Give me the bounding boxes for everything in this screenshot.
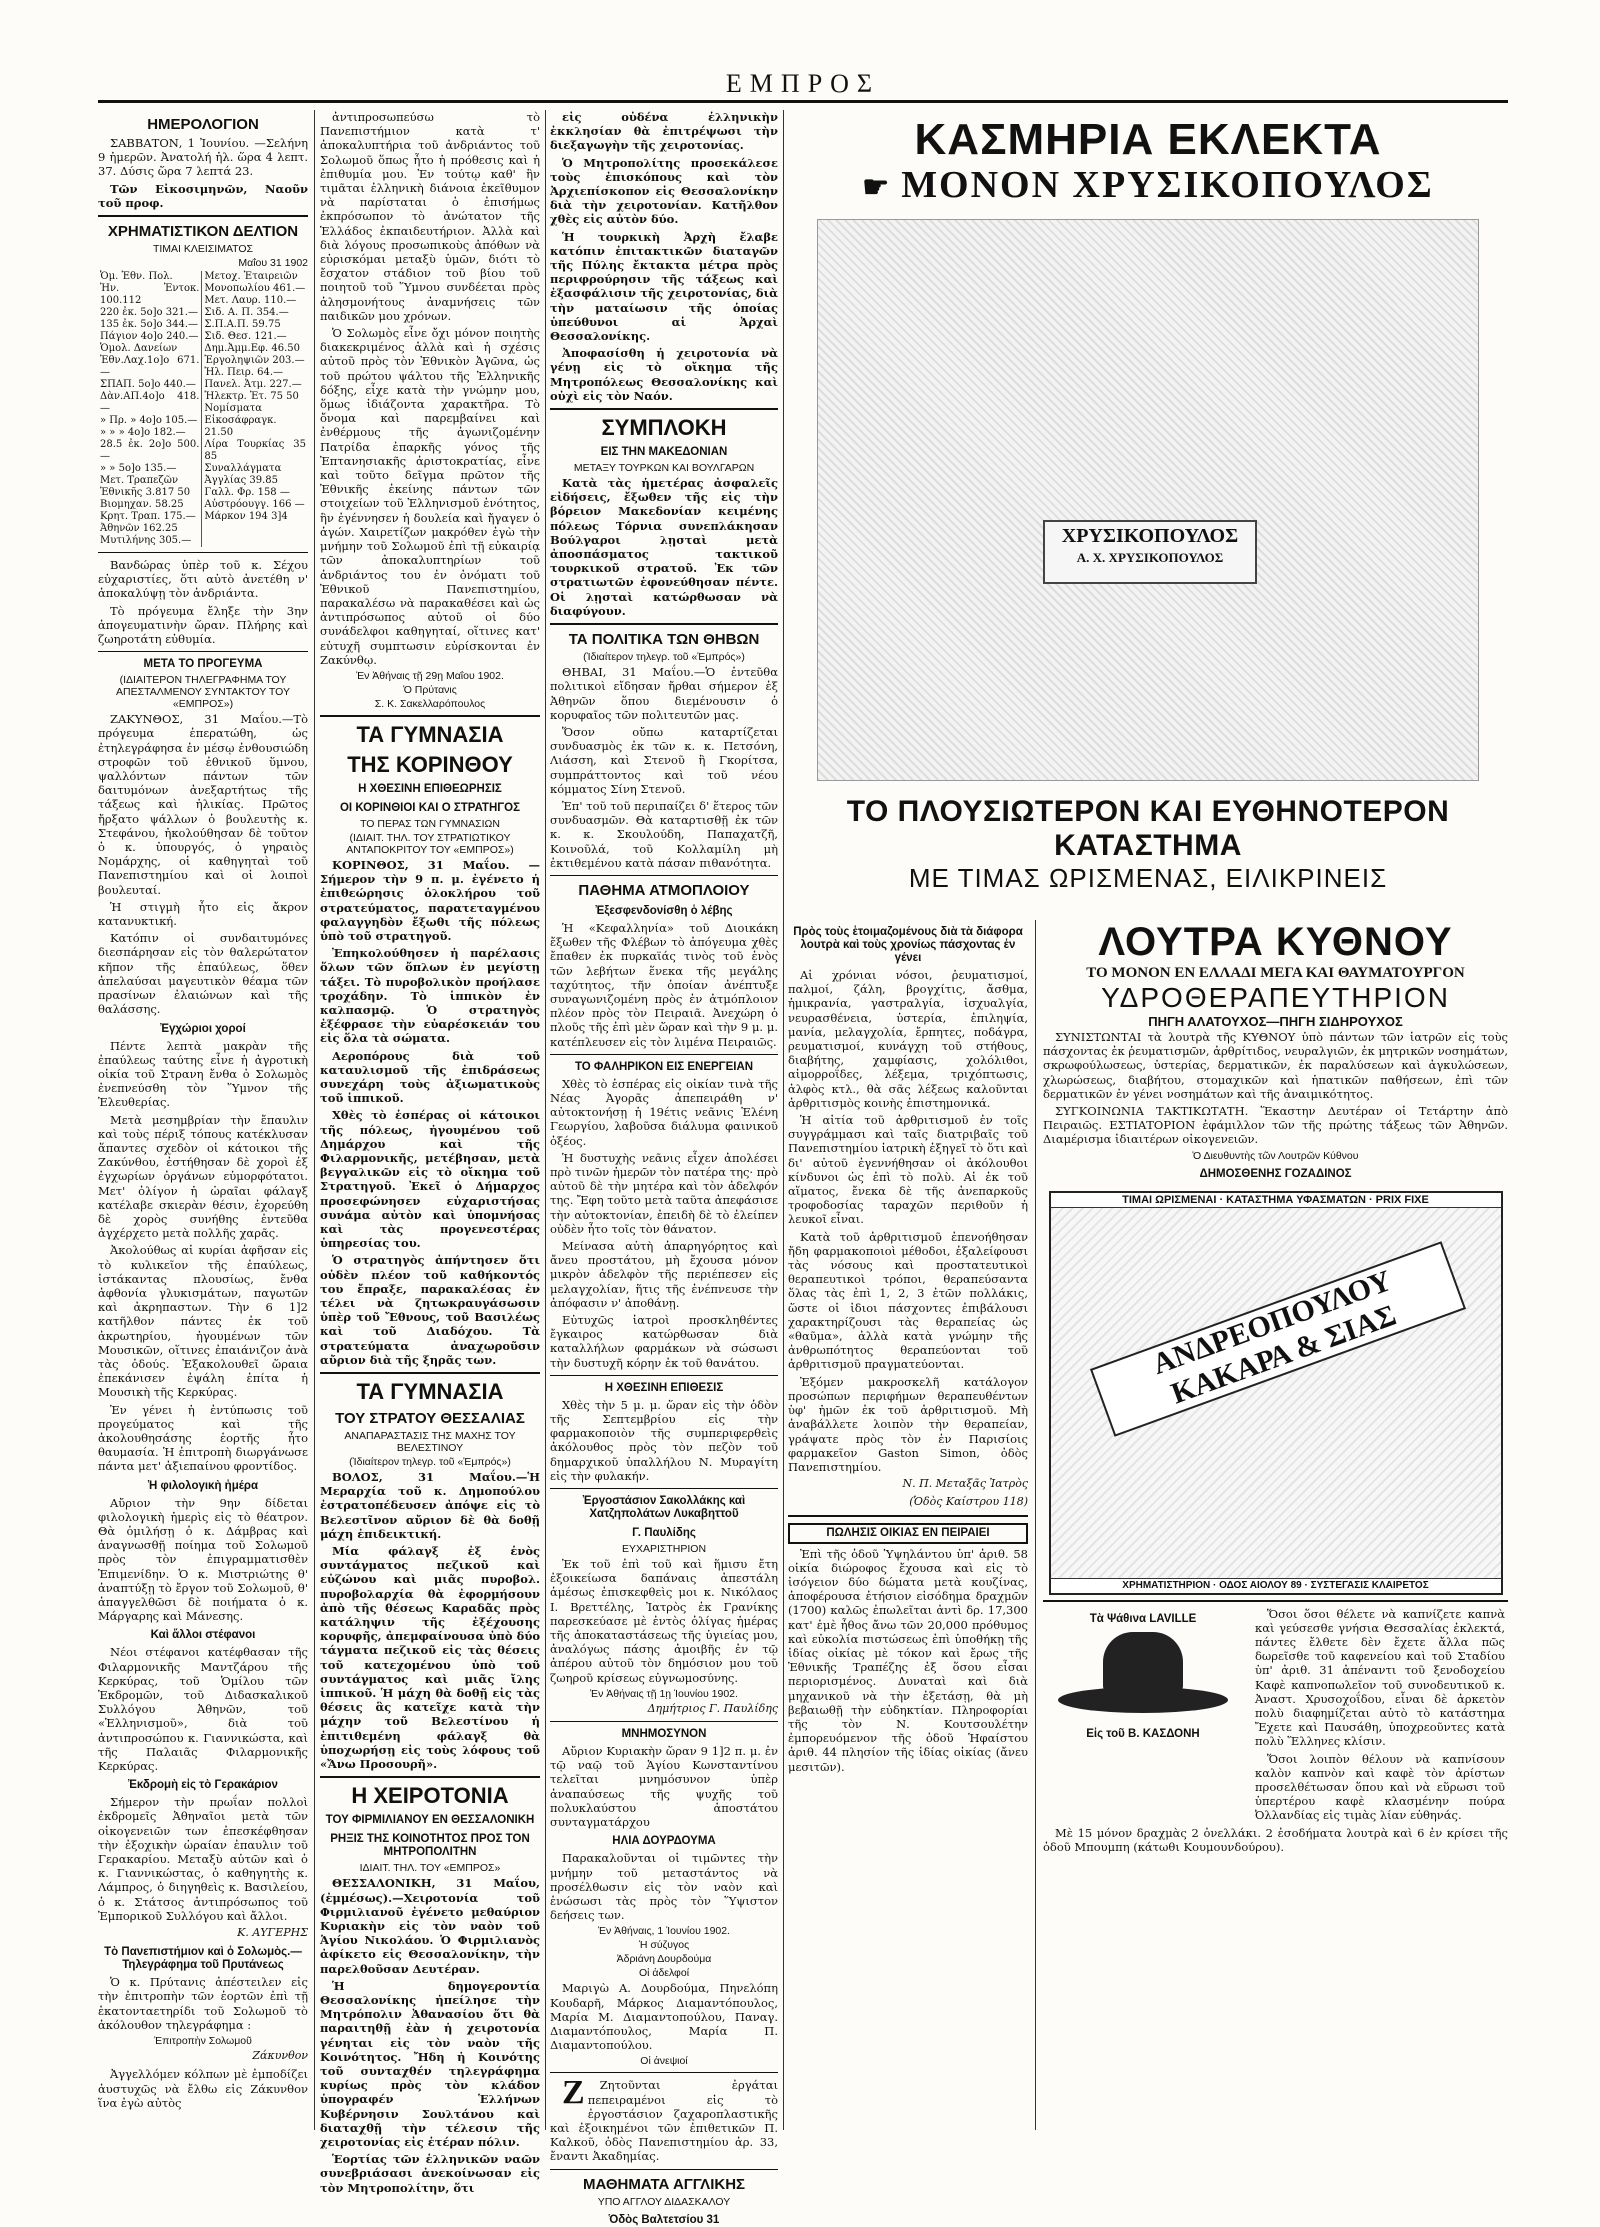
hat-advert xyxy=(1043,1607,1243,1826)
cure-title: Πρὸς τοὺς ἑτοιμαζομένους διὰ τὰ διάφορα λουτρὰ καὶ τοὺς χρονίως πάσχοντας ἐν γένει xyxy=(793,926,1023,964)
price-row: Ἐθνικῆς 3.817 50 xyxy=(100,487,191,499)
price-row: Κρητ. Τραπ. 175.— xyxy=(100,511,196,523)
steamship-paragraph: Ἡ «Κεφαλληνία» τοῦ Διοικάκη ἔξωθεν τῆς Φλέβων τὸ ἀπόγευμα χθὲς ἔπαθεν ἐκ πυρκαϊάς τινὸς τοῦ ἑνὸς τῶν λεβήτων ἕνεκα τῆς μεγάλης ταχύτητος, τῆν ὁποίαν ἀνέπτυξε συναγωνιζομένη πρὸς ἐν ἀτμόπλοιον πλέον πρὸς τὸν Πειραιᾶ. Ἀνεχώρη ὁ πλοῦς τῆς ἐπὶ μὲν ὥραν καὶ τὴν 9 μ. μ. κατέπλευσεν εἰς τὸν λιμένα Πειραιῶς. xyxy=(550,920,778,1049)
kythnos-director-name: ΔΗΜΟΣΘΕΝΗΣ ΓΟΖΑΔΙΝΟΣ xyxy=(1199,1167,1352,1180)
market-subtitle: ΤΙΜΑΙ ΚΛΕΙΣΙΜΑΤΟΣ xyxy=(152,243,254,256)
rector-date: Ἐν Ἀθήναις τῇ 29ῃ Μαΐου 1902. xyxy=(356,669,504,682)
literary-day-paragraph: Αὔριον τὴν 9ην δίδεται φιλολογικὴ ἡμερὶς εἰς τὸ θέατρον. Θὰ ὁμιλήσῃ ὁ κ. Δάμβρας καὶ ἀναγνωσθῇ ποίημα τοῦ Σολωμοῦ πρὸς τὸν ἐπιγραμματισθὲν Ἐπιμενίδην. Ὁ κ. Μιστριώτης θ' ἀναπτύξῃ τὸ ἔργον τοῦ Σολωμοῦ, θ' ἀπαγγελθῶσι δὲ ποιήματα ὁ κ. Μάργαρης καὶ Μάνεσης. xyxy=(98,1495,308,1624)
price-row: » » » 4ο]ο 182.— xyxy=(100,427,186,439)
calendar-title: ΗΜΕΡΟΛΟΓΙΟΝ xyxy=(147,116,259,133)
divider xyxy=(788,1515,1028,1517)
thessaly-paragraph: ΒΟΛΟΣ, 31 Μαΐου.—Ἡ Μεραρχία τοῦ κ. Δημοπούλου ἐστρατοπέδευσεν ἀπόψε εἰς τὸ Βελεστῖνον αὔριον δὲ θὰ δοθῇ μάχη ἐπιδεικτική. xyxy=(320,1470,540,1541)
column-1 xyxy=(98,110,308,2130)
thebes-title: ΤΑ ΠΟΛΙΤΙΚΑ ΤΩΝ ΘΗΒΩΝ xyxy=(568,631,760,649)
divider xyxy=(550,2072,778,2073)
attack-paragraph: Χθὲς τὴν 5 μ. μ. ὥραν εἰς τὴν ὁδὸν τῆς Σεπτεμβρίου εἰς τὴν φαρμακοποιὸν τῆς συμπεριφερθεὶς ἀκόλουθος πρὸς τὸν πεζὸν τοῦ δημαρχικοῦ ὑπαλλήλου Ν. Μυραγίτη εἰς τὴν φυλακήν. xyxy=(550,1397,778,1483)
price-row: Μονοπωλίου 461.— xyxy=(204,283,306,295)
steamship-title: ΠΑΘΗΜΑ ΑΤΜΟΠΛΟΙΟΥ xyxy=(578,881,750,899)
corinth-paragraph: Ὁ στρατηγὸς ἀπήντησεν ὅτι οὐδὲν πλέον τοῦ καθήκοντός του ἔπραξε, παρακαλέσας ἐν τέλει νὰ ζητωκραυγάσωσιν ὑπὲρ τοῦ Ἔθνους, τοῦ Βασιλέως καὶ τοῦ Διαδόχου. Τὰ στρατεύματα ἀναχωροῦσιν αὔριον διὰ τῆς ξηρᾶς των. xyxy=(320,1253,540,1367)
trip-signature: Κ. ΑΥΓΕΡΗΣ xyxy=(237,1926,308,1940)
divider xyxy=(98,215,308,217)
hat-shop: Εἰς τοῦ Β. ΚΑΣΔΟΝΗ xyxy=(1086,1727,1200,1740)
literary-day-title: Ἡ φιλολογικὴ ἡμέρα xyxy=(147,1479,259,1492)
ordination-subtitle: ΤΟΥ ΦΙΡΜΙΛΙΑΝΟΥ ΕΝ ΘΕΣΣΑΛΟΝΙΚΗ xyxy=(325,1814,535,1827)
lunch-title: ΜΕΤΑ ΤΟ ΠΡΟΓΕΥΜΑ xyxy=(143,658,263,671)
phenol-paragraph: Ἡ δυστυχὴς νεᾶνις εἶχεν ἀπολέσει πρὸ τινῶν ἡμερῶν τὸν πατέρα της· πρὸ αὐτοῦ δὲ τὴν μητέρα καὶ τὸν ἀδελφόν της. Ἔφη τοῦτο μετὰ ταῦτα ἀπεφάσισε τὴν αὐτοκτονίαν, ἐπειδὴ δὲ τὸ ἐλείπεν οὐδὲν ἦτο τοῖς τὸν θάνατον. xyxy=(550,1150,778,1236)
clash-subtitle: ΜΕΤΑΞΥ ΤΟΥΡΚΩΝ ΚΑΙ ΒΟΥΛΓΑΡΩΝ xyxy=(573,462,755,475)
ordination-continued: Ἀποφασίσθη ἡ χειροτονία νὰ γένῃ εἰς τὸ οἴκημα τῆς Μητροπόλεως Θεσσαλονίκης καὶ οὐχὶ εἰς τὸν Ναόν. xyxy=(550,346,778,403)
price-row: » Πρ. » 4ο]ο 105.— xyxy=(100,415,198,427)
kythnos-paragraph: ΣΥΓΚΟΙΝΩΝΙΑ ΤΑΚΤΙΚΩΤΑΤΗ. Ἕκαστην Δευτέραν οἱ Τετάρτην ἀπὸ Πειραιῶς. ΕΣΤΙΑΤΟΡΙΟΝ ἐφάμιλλον τῶν τῆς πρώτης τάξεως τῶν Ἀθηνῶν. Διαμέρισμα ἰδιαιτέρων οἰκογενειῶν. xyxy=(1043,1104,1508,1147)
price-row: Μάρκον 194 3]4 xyxy=(204,511,288,523)
price-row: 220 ἐκ. 5ο]ο 321.— xyxy=(100,307,198,319)
price-row: Εἰκοσάφραγκ. 21.50 xyxy=(204,415,277,439)
lunch-paragraph: Ἡ στιγμὴ ἦτο εἰς ἄκρον κατανυκτική. xyxy=(98,899,308,929)
ordination-subtitle: ΡΗΞΙΣ ΤΗΣ ΚΟΙΝΟΤΗΤΟΣ ΠΡΟΣ ΤΟΝ ΜΗΤΡΟΠΟΛΙΤΗΝ xyxy=(330,1833,530,1859)
cure-paragraph: Ἐξόμεν μακροσκελῆ κατάλογον προσώπων περιφήμων θεραπευθέντων ὑφ' ἡμῶν ἐκ τοῦ ἀρθριτισμοῦ. Μὴ ἀναβάλλετε λοιπὸν τὴν θεραπείαν, γράψατε πρὸς τὸν ἐν Παρισίοις φαρμακεῖον Gaston Simon, ὀδὸς Πανεπιστημίου. xyxy=(788,1374,1028,1474)
dances-paragraph: Πέντε λεπτὰ μακρὰν τῆς ἐπαύλεως ταύτης εἶνε ἡ ἀγροτικὴ οἰκία τοῦ Στρανη ἔνθα ὁ Σολωμὸς ἐνεπνεύσθη τὸν Ὕμνον τῆς Ἐλευθερίας. xyxy=(98,1038,308,1110)
price-row: Μετ. Λαυρ. 110.— xyxy=(204,295,297,307)
university-title: Τὸ Πανεπιστήμιον καὶ ὁ Σολωμὸς.— Τηλεγράφημα τοῦ Πρυτάνεως xyxy=(104,1946,302,1972)
wreaths-paragraph: Νέοι στέφανοι κατέφθασαν τῆς Φιλαρμονικῆς Μαντζάρου τῆς Κερκύρας, τοῦ Ὁμίλου τῶν Ἐκδρομῶν, τοῦ Διδασκαλικοῦ Συλλόγου Ἀθηνῶν, τοῦ «Ἑλληνισμοῦ», διὰ τοῦ ἀντιπροσώπου κ. Γιαννικώστα, καὶ τῆς Παλαιᾶς Φιλαρμονικῆς Κερκύρας. xyxy=(98,1645,308,1774)
price-table xyxy=(98,271,308,547)
divider xyxy=(550,408,778,410)
phenol-paragraph: Χθὲς τὸ ἑσπέρας εἰς οἰκίαν τινὰ τῆς Νέας Ἀγορᾶς ἀπεπειράθη ν' αὐτοκτονήσῃ ἡ 19έτις νεᾶνις Ἑλένη Γεωργίου, λαβοῦσα διάλυμα φαινικοῦ ὀξέος. xyxy=(550,1076,778,1148)
ordination-continued: Ὁ Μητροπολίτης προσεκάλεσε τοὺς ἐπισκόπους καὶ τὸν Ἀρχιεπίσκοπον εἰς Θεσσαλονίκην διὰ τὴν χειροτονίαν. Κατῆλθον χθὲς εἰς αὐτὸν δύο. xyxy=(550,155,778,227)
clash-paragraph: Κατὰ τὰς ἡμετέρας ἀσφαλεῖς εἰδήσεις, ἔξωθεν τῆς εἰς τὴν βόρειον Μακεδονίαν κειμένης πόλεως Τόρνια συνεπλάκησαν Βούλγαροι λῃσταὶ μετὰ ἀποσπάσματος τακτικοῦ τουρκικοῦ στρατοῦ. Ἐκ τῶν στρατιωτῶν ἐφονεύθησαν πέντε. Οἱ λῃσταὶ κατώρθωσαν νὰ διαφύγουν. xyxy=(550,476,778,618)
price-row: Βιομηχαν. 58.25 xyxy=(100,499,184,511)
divider xyxy=(550,1054,778,1055)
price-row: Ἠν. Ἐντοκ. 100.112 xyxy=(100,283,200,307)
column-3 xyxy=(550,110,778,2226)
hat-icon xyxy=(1053,1632,1233,1722)
calendar-saints: Τῶν Εἰκοσιμηνῶν, Ναοῦν τοῦ προφ. xyxy=(98,181,308,210)
store-sign-text-2: Α. Χ. ΧΡΥΣΙΚΟΠΟΥΛΟΣ xyxy=(1076,550,1224,565)
thessaly-subtitle: ΑΝΑΠΑΡΑΣΤΑΣΙΣ ΤΗΣ ΜΑΧΗΣ ΤΟΥ ΒΕΛΕΣΤΙΝΟΥ xyxy=(344,1430,516,1455)
price-column-right xyxy=(202,271,308,547)
lunch-paragraph: Κατόπιν οἱ συνδαιτυμόνες διεσπάρησαν εἰς τὸν θαλερώτατον κῆπον τῆς ἐπαύλεως, ὅθεν ἀπελαύσαι μαγευτικὸν θέαμα τῶν πρασίνων ἐλαιώνων καὶ τῆς θαλάσσης. xyxy=(98,931,308,1017)
university-place: Ζάκυνθον xyxy=(252,2049,308,2063)
market-title: ΧΡΗΜΑΤΙΣΤΙΚΟΝ ΔΕΛΤΙΟΝ xyxy=(107,223,299,241)
phenol-title: ΤΟ ΦΑΛΗΡΙΚΟΝ ΕΙΣ ΕΝΕΡΓΕΙΑΝ xyxy=(574,1060,754,1073)
price-row: » » 5ο]ο 135.— xyxy=(100,463,177,475)
cure-paragraph: Αἱ χρόνιαι νόσοι, ῥευματισμοί, παλμοί, ζάλη, βρογχίτις, ἄσθμα, ἡμικρανία, γαστραλγία, ἰσχυαλγία, νευρασθένεια, ὑστερία, ἐπιληψία, μανία, μελαγχολία, ἔρπητες, ποδάγρα, ρευματισμοί, κυνάγχη τοῦ στήθους, διαβήτης, χαμφίασις, χολόλιθοι, αἱμορροΐδες, λέξεμα, τριχόπτωσις, ἀλφὸς κτλ., θὰ σᾶς λέξεως καλοῦνται ἀρθριτισμὸς κοινὴς ἐπιστημονικά. xyxy=(788,968,1028,1110)
divider xyxy=(320,1776,540,1778)
price-row: Δημ.Ἀμμ.Εφ. 46.50 xyxy=(204,343,300,355)
price-row: Νομίσματα xyxy=(204,403,262,415)
column-rule xyxy=(545,110,546,2130)
rooms-notice: Μὲ 15 μόνον δραχμὰς 2 ὀνελλάκι. 2 ἐσοδήματα λουτρὰ καὶ 6 ἐν κρίσει τῆς ὁδοῦ Μπουμπη (κάτωθι Κουμουνδούρου). xyxy=(1043,1825,1508,1854)
clash-title: ΣΥΜΠΛΟΚΗ xyxy=(601,415,727,441)
price-row: Μετ. Τραπεζῶν xyxy=(100,475,179,487)
thebes-paragraph: ΘΗΒΑΙ, 31 Μαΐου.—Ὁ ἐντεῦθα πολιτικοὶ εἴδησαν ἤρθαι σήμερον ἐξ Ἀθηνῶν ὅπου διεμένουσιν ὁ κορυφαῖος τῶν πολιτευτῶν μας. xyxy=(550,665,778,722)
column-2 xyxy=(320,110,540,2195)
divider xyxy=(550,2169,778,2170)
thanks-notice-signature: Δημήτριος Γ. Παυλίδης xyxy=(647,1701,778,1715)
memorial-wife: Ἀδριάνη Δουρδούμα xyxy=(616,1953,712,1966)
kythnos-springs: ΠΗΓΗ ΑΛΑΤΟΥΧΟΣ—ΠΗΓΗ ΣΙΔΗΡΟΥΧΟΣ xyxy=(1148,1014,1403,1029)
memorial-date: Ἐν Ἀθήναις, 1 Ἰουνίου 1902. xyxy=(597,1925,731,1938)
cure-paragraph: Κατὰ τοῦ ἀρθριτισμοῦ ἐπενοήθησαν ἤδη φαρμακοποιοὶ μέθοδοι, ἐξαλείφουσι τὰς νόσους καὶ προστατευτικοὶ θεραπευτικοὶ τρόποι, θεραπεύσαντα ὅλας τὰς ἐπὶ 1, 2, 3 ἐτῶν πολλάκις, ὥστε οἱ ἰδιοι πάσχοντες ἐπιβάλουσι χαρακτηρίζουσι τὰς θεραπείας ὡς «θαῦμα», ἀλλὰ κατὰ γνώμην τῆς ἀνθρωπότητος θεραπεύονται τοῦ ἀρθριτισμοῦ πραγματεύονται. xyxy=(788,1229,1028,1372)
cashmere-subtitle xyxy=(788,164,1508,209)
memorial-name: ΗΛΙΑ ΔΟΥΡΔΟΥΜΑ xyxy=(612,1835,716,1848)
thanks-notice-name: Γ. Παυλίδης xyxy=(632,1527,696,1540)
english-lessons-subtitle: ΥΠΟ ΑΓΓΛΟΥ ΔΙΔΑΣΚΑΛΟΥ xyxy=(597,2195,731,2208)
ordination-continued: εἰς οὐδένα ἑλληνικὴν ἐκκλησίαν θὰ ἐπιτρέψωσι τὴν διεξαγωγὴν τῆς χειροτονίας. xyxy=(550,110,778,153)
rector-signature: Σ. Κ. Σακελλαρόπουλος xyxy=(374,697,486,710)
price-row: Σ.Π.Α.Π. 59.75 xyxy=(204,319,281,331)
tobacco-paragraph: Ὅσοι ὅσοι θέλετε νὰ καπνίζετε καπνὰ καὶ γεύσεσθε γνήσια Θεσσαλίας ἐκλεκτά, πάντες ἔλθετε δὲν ἔχετε ἄλλα πῶς δωρεῖσθε τοῦ καφενείου καὶ τοῦ Σταδίου ὑπ' ἀριθ. 31 ἀπέναντι τοῦ ξενοδοχείου Καφὲ καπνοπωλεῖον τοῦ συνοδευτικοῦ κ. Ἀναστ. Χρυσοχοΐδου, εἶναι δὲ ἀρκετὸν πολὺ διαφημίζεται αὐτὸ τὸ κατάστημα Ἔχετε καὶ Παυσάθη, ὑποχρεοῦντες κατὰ πολὺ Ἕλληνες κλίσιν. xyxy=(1255,1606,1505,1749)
corinth-title-2: ΤΗΣ ΚΟΡΙΝΘΟΥ xyxy=(347,751,513,777)
memorial-siblings: Οἱ ἀδελφοί xyxy=(638,1967,690,1980)
phenol-paragraph: Εὐτυχῶς ἰατροὶ προσκληθέντες ἔγκαιρος κατώρθωσαν διὰ καταλλήλων φαρμάκων νὰ σώσωσι τὴν δυστυχῆ κόρην ἐκ τοῦ θανάτου. xyxy=(550,1313,778,1370)
english-lessons-address: Ὁδὸς Βαλτετσίου 31 xyxy=(608,2213,720,2226)
divider xyxy=(1043,1600,1508,1602)
corinth-paragraph: Ἐπηκολούθησεν ἡ παρέλασις ὅλων τῶν ὅπλων ἐν μεγίστῃ τάξει. Τὸ πυροβολικὸν προήλασε τροχάδην. Τὸ ἱππικὸν ἐν καλπασμῷ. Ὁ στρατηγὸς ἐξέφρασε τὴν εὐαρέσκειάν του εἰς ὅλα τὰ σώματα. xyxy=(320,946,540,1046)
divider xyxy=(550,1488,778,1489)
calendar-text: ΣΑΒΒΑΤΟΝ, 1 Ἰουνίου. —Σελήνη 9 ἡμερῶν. Ἀνατολή ἡλ. ὥρα 4 λεπτ. 37. Δύσις ὥρα 7 λεπτά 23. xyxy=(98,136,308,179)
price-row: Λίρα Τουρκίας 35 85 xyxy=(204,439,306,463)
store-sign xyxy=(1043,520,1257,584)
bottom-ads-row xyxy=(1043,1607,1508,1826)
english-lessons-title: ΜΑΘΗΜΑΤΑ ΑΓΓΛΙΚΗΣ xyxy=(582,2175,746,2193)
university-paragraph: Ἀγγελλόμεν κόλπων μὲ ἐμποδίζει ἀυστυχῶς νὰ ἔλθω εἰς Ζάκυνθον ἵνα ἐγὼ αὐτὸς xyxy=(98,2067,308,2110)
divider xyxy=(320,1372,540,1374)
kythnos-director-role: Ὁ Διευθυντὴς τῶν Λουτρῶν Κύθνου xyxy=(1192,1149,1359,1162)
attack-title: Η ΧΘΕΣΙΝΗ ΕΠΙΘΕΣΙΣ xyxy=(604,1381,724,1394)
memorial-title: ΜΝΗΜΟΣΥΝΟΝ xyxy=(621,1728,707,1741)
house-sale-paragraph: Ἐπὶ τῆς ὁδοῦ Ὑψηλάντου ὑπ' ἀριθ. 58 οἰκία διώροφος ἔχουσα καὶ εἰς τὸ ἰσόγειον δύο δώματα μετὰ κουζίνας, ἀποφέρουσα ἐτήσιον εἰσόδημα δραχμῶν (1700) καλῶς ἐπωλεῖται ἀντὶ δρ. 17,300 κατ' ἐμὲ ἦθος ἄνω τῶν 20,000 πρόθυμος καὶ εὐκολία πιστώσεως ἐπὶ ὑποθήκῃ τῆς ἰδίας οἰκίας μὲ τόκον καὶ ἔρως τῆς Ἐθνικῆς Τραπέζης ἐξ ὅσου εἶσαι περιορισμένος. Δυναταὶ καὶ διὰ μηχανικοῦ νὰ τὴν ἐξετάσῃ, θὰ μὴ βεβαιωθῇ τὴν εὐδηκτίαν. Πληροφορίαι τῆς τὸν Ν. Κουτσουλέτην ἐμπορευόμενον τῆς ὁδοῦ Ἡφαίστου ἀριθ. 44 πλησίον τῆς ἰδίας οἰκίας (ἄνευ μεσιτῶν). xyxy=(788,1546,1028,1774)
divider xyxy=(320,715,540,717)
thanks-notice-subtitle: ΕΥΧΑΡΙΣΤΗΡΙΟΝ xyxy=(621,1543,707,1556)
fabric-store-top-banner: ΤΙΜΑΙ ΩΡΙΣΜΕΝΑΙ · ΚΑΤΑΣΤΗΜΑ ΥΦΑΣΜΑΤΩΝ · PRIX FIXE xyxy=(1051,1193,1501,1208)
dropcap-z: Ζ xyxy=(562,2074,585,2112)
price-row: Ἠλεκτρ. Ἑτ. 75 50 xyxy=(204,391,299,403)
newspaper-page xyxy=(98,69,1508,2226)
ordination-title: Η ΧΕΙΡΟΤΟΝΙΑ xyxy=(351,1783,509,1809)
lunch-subtitle: (ΙΔΙΑΙΤΕΡΟΝ ΤΗΛΕΓΡΑΦΗΜΑ ΤΟΥ ΑΠΕΣΤΑΛΜΕΝΟΥ ΣΥΝΤΑΚΤΟΥ ΤΟΥ «ΕΜΠΡΟΣ») xyxy=(116,674,290,711)
price-row: Ἀγγλίας 39.85 xyxy=(204,475,279,487)
university-paragraph: Ὁ κ. Πρύτανις ἀπέστειλεν εἰς τὴν ἐπιτροπὴν τῶν ἑορτῶν ἐπὶ τῇ ἑκατονταετηρίδι τοῦ Σολωμοῦ τὸ ἀκόλουθον τηλεγράφημα : xyxy=(98,1975,308,2032)
price-row: Σιδ. Θεσ. 121.— xyxy=(204,331,287,343)
rector-role: Ὁ Πρύτανις xyxy=(403,683,457,696)
cashmere-title: ΚΑΣΜΗΡΙΑ ΕΚΛΕΚΤΑ xyxy=(914,115,1382,164)
column-rule xyxy=(783,110,784,2130)
thebes-paragraph: Ἐπ' τοῦ τοῦ περιπαίζει δ' ἕτερος τῶν συνδυασμῶν. Θὰ καταρτισθῇ ἐκ τῶν κ. κ. Σκουλούδη, Παπαχατζῆ, Κοινοῦλά, τοῦ Κολλαμίλη μὴ ἐκτιθεμένου κατὰ πάσαν πιθανότητα. xyxy=(550,798,778,870)
hat-title: Τὰ Ψάθινα LAVILLE xyxy=(1089,1612,1197,1625)
thessaly-paragraph: Μία φάλαγξ ἐξ ἑνὸς συντάγματος πεζικοῦ καὶ εὐζώνου καὶ μιᾶς πυροβολ. πυροβολαρχία θὰ ἐφορμήσουν ἀπὸ τῆς θέσεως Καραδᾶς πρὸς κατάληψιν τῆς ἐξέχουσης κορυφῆς, ἀπεμφαίνουσα ὑπὸ δύο τάγματα πεζικοῦ εἰς τὰς θέσεις τοῦ κατεχομένου ὑπὸ τοῦ συντάγματος καὶ μιᾶς ἴλης ἱππικοῦ. Ἡ μάχη θὰ δοθῇ εἰς τὰς θέσεις ἃς κατεῖχε κατὰ τὴν μάχην τοῦ Βελεστίνου ἡ ἐπιτιθεμένη φάλαγξ θὰ ὑποχωρήσῃ εἰς τοὺς λόφους τοῦ «Ἄνω Προσουρῆ». xyxy=(320,1544,540,1772)
ordination-paragraph: Ἡ δημογεροντία Θεσσαλονίκης ἠπείλησε τὴν Μητρόπολιν Ἀθανασίου ὅτι θὰ παραιτηθῇ ἐὰν ἡ χειροτονία γένηται εἰς τὸν ναὸν τῆς Κοινότητος. Ἤδη ἡ Κοινότης τοῦ συνταχθέν τηλεγράφημα κυρίως πρὸς τὸν κλάδον ὑπογραφέν Ἑλλήνων Κυβέρνησιν Σουλτάνου καὶ διαταχθῇ τὴν τέλεσιν τῆς χειροτονίας εἰς ἑτέραν πόλιν. xyxy=(320,1978,540,2149)
memorial-role: Ἡ σύζυγος xyxy=(638,1939,690,1952)
program-text: Τὸ πρόγευμα ἔληξε τὴν 3ην ἀπογευματινὴν ὥραν. Πλήρης καὶ ζωηροτάτη εὐθυμία. xyxy=(98,603,308,647)
rector-letter: Ὁ Σολωμὸς εἶνε ὄχι μόνον ποιητὴς διακεκριμένος ἀλλὰ καὶ ἡ σχέσις αὐτοῦ πρὸς τὸν Ἐθνικὸν Ἀγῶνα, ὡς τοῦ πρώτου ψάλτου τῆς Ἑλληνικῆς δόξης, εἶχε κατὰ τὴν γνώμην μου, ὅμως ἰδιάζοντα χαρακτῆρα. Τὸ ὄνομα καὶ παρεμβαίνει καὶ ἐνθέρμους τῆς ἀγωνιζομένην Πατρίδα ἐπαρκῆς γόνος τῆς Ἐπτανησιακῆς ἀριστοκρατίας, εἶνε καὶ τοῦτο δεῖγμα πρῶτον τῆς Ἐθνικῆς ἐκείνης πάντων τῶν στοιχείων τοῦ Ἑλληνισμοῦ ἑνότητος, ἣν ἐγέννησεν ἡ δουλεία καὶ ἤγαγεν ὁ ἀγών. Χαιρετίζων μακρόθεν ἐγὼ τὴν μνήμην τοῦ Σολωμοῦ ἐπὶ τῇ εὐκαιρίᾳ τῶν ἀποκαλυπτηρίων τοῦ ἀνδριάντος του ἐν ὀνόματι τοῦ Ἐθνικοῦ Πανεπιστημίου, παρακαλέσω νὰ παρακαθέσει καὶ ὡς ἀντιπρόσωπος αὐτοῦ οἱ δύο συνάδελφοι καθηγηταί, οἵτινες κατ' εὐτυχῆ συμπτωσιν εὐρίσκονται ἐν Ζακύνθῳ. xyxy=(320,326,540,667)
corinth-subtitle: ΟΙ ΚΟΡΙΝΘΙΟΙ ΚΑΙ Ο ΣΤΡΑΤΗΓΟΣ xyxy=(339,801,521,814)
price-row: Ἀθηνῶν 162.25 xyxy=(100,523,178,535)
memorial-paragraph: Μαριγὼ Α. Δουρδούμα, Πηνελόπη Κουδαρῆ, Μάρκος Διαμαντόπουλος, Μαρία Μ. Διαμαντοπούλου, Παναγ. Διαμαντόπουλος, Μαρία Π. Διαμαντοπούλου. xyxy=(550,1981,778,2053)
thanks-notice-title: Ἐργοστάσιον Σακολλάκης καὶ Χατζηπολάτων Λυκαβηττοῦ xyxy=(582,1495,746,1521)
divider xyxy=(550,623,778,625)
cashmere-subtitle-text: ΜΟΝΟΝ ΧΡΥΣΙΚΟΠΟΥΛΟΣ xyxy=(901,164,1434,206)
price-row: Ἐργοληψιῶν 203.— xyxy=(204,355,305,367)
divider xyxy=(98,651,308,652)
ordination-subtitle: ΙΔΙΑΙΤ. ΤΗΛ. ΤΟΥ «ΕΜΠΡΟΣ» xyxy=(359,1862,501,1875)
university-address: Ἐπιτροπὴν Σολωμοῦ xyxy=(154,2035,252,2048)
clash-subtitle: ΕΙΣ ΤΗΝ ΜΑΚΕΔΟΝΙΑΝ xyxy=(600,446,728,459)
wreaths-title: Καὶ ἄλλοι στέφανοι xyxy=(150,1629,256,1642)
job-notice xyxy=(550,2074,778,2164)
cashmere-advert xyxy=(788,116,1508,893)
kythnos-baths-title: ΛΟΥΤΡΑ ΚΥΘΝΟΥ xyxy=(1098,920,1453,964)
dances-paragraph: Ἐν γένει ἡ ἐντύπωσις τοῦ προγεύματος καὶ τῆς ἀκολουθησάσης ἑορτῆς ἦτο θαυμασία. Ἡ ἐπιτροπὴ διωργάνωσε πάντα μετ' ἀξιεπαίνου φροντίδος. xyxy=(98,1402,308,1474)
price-row: Δὰν.ΑΠ.4ο]ο 418.— xyxy=(100,391,200,415)
memorial-paragraph: Αὔριον Κυριακὴν ὥραν 9 1]2 π. μ. ἐν τῷ ναῷ τοῦ Ἁγίου Κωνσταντίνου τελεῖται μνημόσυνον ὑπὲρ ἀναπαύσεως τῆς ψυχῆς τοῦ πολυκλαύστου ἀποστάτου συνταγματάρχου xyxy=(550,1744,778,1830)
thessaly-title: ΤΑ ΓΥΜΝΑΣΙΑ xyxy=(356,1379,504,1405)
corinth-title: ΤΑ ΓΥΜΝΑΣΙΑ xyxy=(356,721,504,747)
kythnos-baths-subtitle: ΤΟ ΜΟΝΟΝ ΕΝ ΕΛΛΑΔΙ ΜΕΓΑ ΚΑΙ ΘΑΥΜΑΤΟΥΡΓΟΝ xyxy=(1086,965,1465,981)
dances-paragraph: Μετὰ μεσημβρίαν τὴν ἔπαυλιν καὶ τοὺς πέριξ τόπους κατέκλυσαν ἅπαντες σχεδὸν οἱ κάτοικοι τῆς Ζακύνθου, ἐστήθησαν δὲ χοροὶ ἐξ ἐγχωρίων ὀργάνων εὐμορφότατοι. Μετ' ὀλίγον ἡ ὡραῖαι φάλαγξ κατέλαβε σκιερὰν θέσιν, ἐχορεύθη δὲ χορὸς συνήθης ἐντεῦθα ἀγχέρχετο μετὰ πολλῆς χαρᾶς. xyxy=(98,1112,308,1241)
storefront-illustration xyxy=(817,219,1479,781)
dances-title: Ἐγχώριοι χοροί xyxy=(160,1022,246,1035)
rector-letter: ἀντιπροσωπεύσω τὸ Πανεπιστήμιον κατὰ τ' ἀποκαλυπτήρια τοῦ ἀνδριάντος τοῦ Σολωμοῦ ὅπως ἦτο ἡ πρόθεσις καὶ ἡ ἐπιθυμία μου. Ἐν τούτῳ καθ' ἣν τιμᾶται ἐλληνικὴ διάνοια ἐκεῖθυμον νὰ παρίσταται ὁ ἐπισήμως ἐκπρόσωπον τὸ ἀνώτατον τῆς Ἑλλάδος ἐκπαιδευτήριον. Ἀλλὰ καὶ διὰ λόγους προσωπικοὺς ἀπόθων νὰ εὐρισκόμαι μεταξὺ ὑμῶν, διότι τὸ ἔσχατον στάδιον τοῦ βίου τοῦ ποιητοῦ τοῦ Ὕμνου συνδέεται πρὸς ἀλησμονήτους ἀναμνήσεις τῶν παιδικῶν μου χρόνων. xyxy=(320,110,540,323)
column-rule xyxy=(314,110,315,2130)
advertisements-column xyxy=(788,110,1508,2130)
tobacco-paragraph: Ὅσοι λοιπὸν θέλουν νὰ καπνίσουν καλὸν καπνὸν καὶ καφὲ τὸν ἀρίστων προσελθέτωσαν ὅπου καὶ νὰ εὕρωσι τοῦ ὑπερτέρου καφὲ κλασμένην πούρα Ὀλλανδίας εἰς τιμὰς λίαν εὐθηνάς. xyxy=(1255,1751,1505,1823)
cure-paragraph: Ἡ αἰτία τοῦ ἀρθριτισμοῦ ἐν τοῖς συγγράμμασι καὶ ταῖς διατριβαῖς τοῦ Πανεπιστημίου ἰατρικὴ ἐξηγεῖ τὸ ὅτι καὶ δι' αὐτοῦ ἐγεννήθησαν οἱ ἀκόλουθοι κίνδυνοι ὡς ἐπὶ τὸ πολὺ. Αἱ ἐκ τοῦ αἵματος, ἔνεκα δὲ τῆς ἀνεπαρκοῦς τροφοδοσίας ταραχῶν περιθοῦν ἡ λευκοῖ εἶναι. xyxy=(788,1113,1028,1227)
price-row: Αὐστρόουγγ. 166 — xyxy=(204,499,305,511)
thanks-notice-paragraph: Ἐκ τοῦ ἐπὶ τοῦ καὶ ἥμισυ ἔτη ἐξοικείωσα δαπάναις ἀπεστάλη ἀμέσως ἐπισκεφθεὶς μοι κ. Νικόλαος Ι. Βρεττέλης, Ἰατρὸς ἐκ Γρανίκης παρεσκεύασε μὲ ἐντὸς ὀλίγας ἡμέρας τῆς ἀποκαταστάσεως τῆς ὑγιείας μου, ἀναλόγως πάσης ἀμοιβῆς ἐν τῷ ἀπέρου αὐτοῦ τὸν δημόσιον μου τοῦ ζωηροῦ κρίσεως εὐγνωμοσύνης. xyxy=(550,1557,778,1685)
price-row: Ὁμ. Ἐθν. Πολ. xyxy=(100,271,173,283)
store-sign-text: ΧΡΥΣΙΚΟΠΟΥΛΟΣ xyxy=(1061,525,1239,547)
kythnos-hydrotherapy: ΥΔΡΟΘΕΡΑΠΕΥΤΗΡΙΟΝ xyxy=(1101,982,1450,1013)
kythnos-paragraph: ΣΥΝΙΣΤΩΝΤΑΙ τὰ λουτρὰ τῆς ΚΥΘΝΟΥ ὑπὸ πάντων τῶν ἰατρῶν εἰς τοὺς πάσχοντας ἐκ ῥευματισμῶν, ἀρθρίτιδος, νευραλγιῶν, ἐκ μητρικῶν νοσημάτων, σκρωφούλωσεως, ὑστερίας, δερματικῶν, ἐκ παραλύσεων καὶ ἀγκυλώσεων, χλωρώσεως, διαβήτου, στομαχικῶν καὶ ἡπατικῶν παθήσεων, ἐπὶ τῶν δερματικῶν ἐν γένει νοσημάτων καὶ τῆς ἀναιμικότητος. xyxy=(1043,1030,1508,1101)
thebes-paragraph: Ὅσον οὔπω καταρτίζεται συνδυασμὸς ἐκ τῶν κ. κ. Πετσόνη, Λιάσση, καὶ Στενοῦ ἢ Γκορίτσα, συμπράττοντος καὶ τοῦ νέου κόμματος Σίνη Στενοῦ. xyxy=(550,724,778,796)
ordination-paragraph: Ἑορτίας τῶν ἑλληνικῶν ναῶν συνεβριάσασι ἀνεκοίνωσαν εἰς τὸν Μητροπολίτην, ὅτι xyxy=(320,2152,540,2195)
price-row: 135 ἐκ. 5ο]ο 344.— xyxy=(100,319,198,331)
price-row: Πανελ. Ἀτμ. 227.— xyxy=(204,379,302,391)
steamship-subtitle: Ἐξεσφενδονίσθη ὁ λέβης xyxy=(595,904,733,917)
lunch-paragraph: ΖΑΚΥΝΘΟΣ, 31 Μαΐου.—Τὸ πρόγευμα ἐπερατώθη, ὡς ἐτηλεγράφησα ἐν μέσῳ ἐνθουσιώδη στροφῶν τοῦ ἐθνικοῦ ὕμνου, ψαλλόντων πάντων τῶν δαιτυμόνων ἀνεξαρτήτως τῆς τάξεως καὶ ἡλικίας. Πρῶτος ἤρξατο ψάλλων ὁ βουλευτὴς κ. Στεφάνου, ἠκολούθησαν δὲ τοῦτον ὁ κ. ὑπουργός, ὁ γηραιὸς Νομάρχης, οἱ καθηγηταὶ τοῦ Πανεπιστημίου καὶ οἱ λοιποὶ βουλευταί. xyxy=(98,712,308,897)
inner-column-rule xyxy=(1035,920,1036,2130)
price-row: Συναλλάγματα xyxy=(204,463,282,475)
corinth-paragraph: ΚΟΡΙΝΘΟΣ, 31 Μαΐου. —Σήμερον τὴν 9 π. μ. ἐγένετο ἡ ἐπιθεώρησις ὁλοκλήρου τοῦ στρατεύματος, παρατεταγμένου φαλαγγηδὸν ἔξωθι τῆς πόλεως ὑπὸ τοῦ στρατηγοῦ. xyxy=(320,857,540,943)
corinth-subtitle: Η ΧΘΕΣΙΝΗ ΕΠΙΘΕΩΡΗΣΙΣ xyxy=(358,782,502,795)
divider xyxy=(550,875,778,876)
price-row: Πάγιον 4ο]ο 240.— xyxy=(100,331,199,343)
divider xyxy=(550,1721,778,1722)
fabric-store-name: ΑΝΔΡΕΟΠΟΥΛΟΥ ΚΑΚΑΡΑ & ΣΙΑΣ xyxy=(1089,1241,1465,1437)
price-row: Μετοχ. Ἑταιρειῶν xyxy=(204,271,298,283)
thessaly-subtitle: (Ἰδιαίτερον τηλεγρ. τοῦ «Ἐμπρός») xyxy=(349,1456,511,1469)
cashmere-tagline: ΤΟ ΠΛΟΥΣΙΩΤΕΡΟΝ ΚΑΙ ΕΥΘΗΝΟΤΕΡΟΝ ΚΑΤΑΣΤΗΜΑ xyxy=(846,795,1450,862)
trip-paragraph: Σήμερον τὴν πρωΐαν πολλοὶ ἐκδρομεῖς Ἀθηναῖοι μετὰ τῶν οἰκογενειῶν των ἐπεσκέφθησαν τὴν ἐξοχικὴν ὡραίαν ἐπαυλιν τοῦ Γερακαρίου. Μεταξὺ αὐτῶν καὶ ὁ κ. Γιαννικώστας, ὁ καθηγητὴς κ. Λάμπρος, ὁ διηγηθεὶς κ. Βασιλείου, ὁ κ. Στάτσος ἀντιπρόσωπος τοῦ Ἐμπορικοῦ Συλλόγου καὶ ἄλλοι. xyxy=(98,1795,308,1923)
divider xyxy=(98,552,308,553)
lower-left-column xyxy=(788,920,1028,2130)
price-row: Ὁμολ. Δανείων xyxy=(100,343,178,355)
pointing-hand-icon: ☛ xyxy=(862,171,892,204)
divider xyxy=(550,1375,778,1376)
phenol-paragraph: Μείνασα αὐτὴ ἀπαρηγόρητος καὶ ἄνευ προστάτου, μὴ ἔχουσα μόνον μικρὸν ἀδελφὸν τῆς περιέπεσεν εἰς μελαγχολίαν, ἥτις τῆς ἐνέπνευσε τὴν ἀπόφασιν ν' ἀποθάνῃ. xyxy=(550,1239,778,1310)
ordination-continued: Ἡ τουρκικὴ Ἀρχὴ ἔλαβε κατόπιν ἐπιτακτικῶν διαταγῶν τῆς Πύλης ἔκτακτα μέτρα πρὸς περιφρούρησιν τῆς τάξεως καὶ ἐξασφάλισιν τῆς χειροτονίας, διὰ τὴν ματαίωσιν τῆς ὁποίας ὑπεύθυνοι αἱ Ἀρχαὶ Θεσσαλονίκης. xyxy=(550,229,778,344)
price-row: Γαλλ. Φρ. 158 — xyxy=(204,487,290,499)
lower-right-column xyxy=(1043,920,1508,2130)
thessaly-title-2: ΤΟΥ ΣΤΡΑΤΟΥ ΘΕΣΣΑΛΙΑΣ xyxy=(335,1410,525,1428)
price-row: Σιδ. Α. Π. 354.— xyxy=(204,307,289,319)
fabric-store-advert xyxy=(1049,1191,1503,1595)
dances-paragraph: Ἀκολούθως αἱ κυρίαι ἀφῆσαν εἰς τὸ κυλικεῖον τῆς ἐπαύλεως, ἰστάκαντας πλουσίως, ἔνθα ἀφθονία γλυκισμάτων, παγωτῶν καὶ ἀκρηπαστων. Τὴν 6 1]2 κατῆλθον πάντες ἐκ τοῦ ἀκρωτηρίου, ἡγουμένων τῶν Μουσικῶν, οἵτινες ἐπαιάνιζον ἀνὰ τὰς ὁδούς. Ἐξακολουθεῖ ὥραια ἐπεκάνισεν ἐψάλη ἐπίτα ἡ Μουσικὴ τῆς Κερκύρας. xyxy=(98,1243,308,1400)
trip-title: Ἐκδρομὴ εἰς τὸ Γερακάριον xyxy=(128,1779,278,1792)
memorial-paragraph: Παρακαλοῦνται οἱ τιμῶντες τὴν μνήμην τοῦ μεταστάντος νὰ προσέλθωσιν εἰς τὸν ναὸν καὶ ἑνώσωσι τὰς πρὸς τὸν Ὕψιστον δεήσεις των. xyxy=(550,1851,778,1923)
memorial-relatives: Οἱ ἀνεψιοί xyxy=(640,2055,688,2068)
corinth-subtitle: (ΙΔΙΑΙΤ. ΤΗΛ. ΤΟΥ ΣΤΡΑΤΙΩΤΙΚΟΥ ΑΝΤΑΠΟΚΡΙΤΟΥ ΤΟΥ «ΕΜΠΡΟΣ») xyxy=(346,831,514,856)
thanks-notice-date: Ἐν Ἀθήναις τῇ 1ῃ Ἰουνίου 1902. xyxy=(590,1687,738,1700)
masthead: ΕΜΠΡΟΣ xyxy=(98,70,1508,103)
price-row: Ἐθν.Λαχ.1ο]ο 671.— xyxy=(100,355,200,379)
tobacco-advert xyxy=(1255,1607,1505,1826)
ordination-paragraph: ΘΕΣΣΑΛΟΝΙΚΗ, 31 Μαΐου, (ἐμμέσως).—Χειροτονία τοῦ Φιρμιλιανοῦ ἐγένετο μεθαύριον Κυριακὴν εἰς τὸν ναὸν τοῦ Ἁγίου Νικολάου. Ὁ Φιρμιλιανὸς ἀφίκετο εἰς Θεσσαλονίκην, τὴν παρελθοῦσαν Δευτέραν. xyxy=(320,1876,540,1976)
market-date: Μαΐου 31 1902 xyxy=(238,257,308,270)
cashmere-tagline-2: ΜΕ ΤΙΜΑΣ ΩΡΙΣΜΕΝΑΣ, ΕΙΛΙΚΡΙΝΕΙΣ xyxy=(908,863,1388,893)
price-row: Ἠλ. Πειρ. 64.— xyxy=(204,367,284,379)
corinth-paragraph: Αεροπόρους διὰ τοῦ καταυλισμοῦ τῆς ἐπιδράσεως συνεχάρη τοὺς ἀξιωματικοὺς τοῦ ἱππικοῦ. xyxy=(320,1048,540,1106)
cure-signature: Ν. Π. Μεταξᾶς Ἰατρὸς xyxy=(902,1477,1028,1491)
cure-address: (Ὁδὸς Καίστρου 118) xyxy=(909,1495,1028,1509)
job-notice-text: Ζητοῦνται ἐργάται πεπειραμένοι εἰς τὸ ἐργοστάσιον ζαχαροπλαστικῆς καὶ ἐξοικημένοι τῶν ἐπιθετικῶν Π. Καλκοῦ, ὁδὸς Πανεπιστημίου ἀρ. 33, ἔναντι Ἀκαδημίας. xyxy=(550,2078,778,2164)
house-sale-title: ΠΩΛΗΣΙΣ ΟΙΚΙΑΣ ΕΝ ΠΕΙΡΑΙΕΙ xyxy=(788,1523,1028,1544)
fabric-store-bottom-banner: ΧΡΗΜΑΤΙΣΤΗΡΙΟΝ · ΟΔΟΣ ΑΙΟΛΟΥ 89 · ΣΥΣΤΕΓΑΣΙΣ ΚΛΑΙΡΕΤΟΣ xyxy=(1051,1578,1501,1593)
price-row: 28.5 ἐκ. 2ο]ο 500.— xyxy=(100,439,200,463)
thebes-subtitle: (Ἰδιαίτερον τηλεγρ. τοῦ «Ἐμπρός») xyxy=(583,651,745,664)
corinth-subtitle: ΤΟ ΠΕΡΑΣ ΤΩΝ ΓΥΜΝΑΣΙΩΝ xyxy=(360,817,500,830)
corinth-paragraph: Χθὲς τὸ ἑσπέρας οἱ κάτοικοι τῆς πόλεως, ἡγουμένου τοῦ Δημάρχου καὶ τῆς Φιλαρμονικῆς, μετέβησαν, μετὰ βεγγαλικῶν εἰς τὸ οἴκημα τοῦ Στρατηγοῦ. Ἐκεῖ ὁ Δήμαρχος προσεφώνησεν εὐχαριστήσας συνάμα αὐτὸν καὶ ὑπομνήσας καὶ τὰς προγενεστέρας ὑπηρεσίας του. xyxy=(320,1108,540,1251)
price-column-left xyxy=(98,271,202,547)
price-row: ΣΠΑΠ. 5ο]ο 440.— xyxy=(100,379,196,391)
thanks-text: Βανδώρας ὑπὲρ τοῦ κ. Σέχου εὐχαριστίες, ὅτι αὐτὸ ἀνετέθη ν' ἀποκαλύψῃ τὸν ἀνδριάντα. xyxy=(98,558,308,601)
price-row: Μυτιλήνης 305.— xyxy=(100,535,192,547)
